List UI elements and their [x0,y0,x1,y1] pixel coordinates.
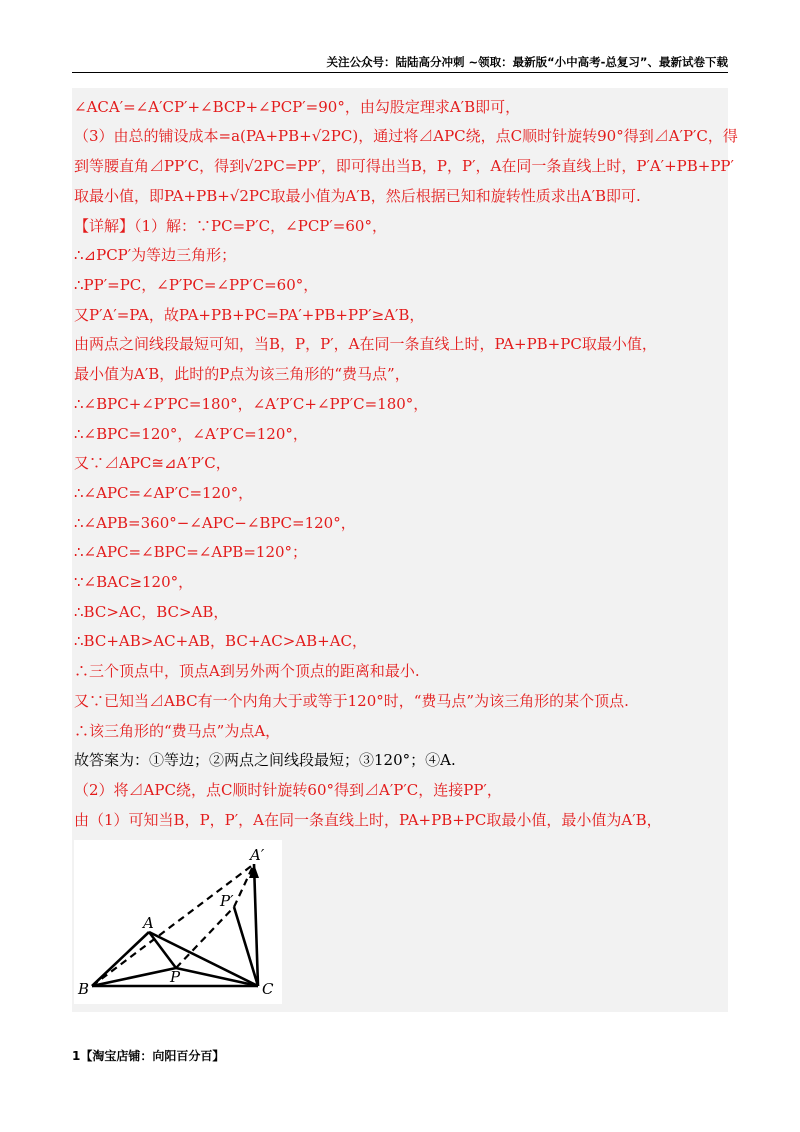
solution-line: ∴∠BPC=120°，∠A′P′C=120°， [74,425,308,443]
segment-BA [92,932,149,986]
segment-PC [176,968,258,986]
geometry-figure [74,840,282,1004]
solution-line: 由两点之间线段最短可知，当B，P，P′，A在同一条直线上时，PA+PB+PC取最小值， [74,335,657,353]
solution-line: ∴PP′=PC，∠P′PC=∠PP′C=60°， [74,276,319,294]
solution-line: 最小值为A′B，此时的P点为该三角形的“费马点”， [74,365,410,383]
solution-line: ∴∠APC=∠BPC=∠APB=120°； [74,543,308,561]
solution-line: （2）将⊿APC绕，点C顺时针旋转60°得到⊿A′P′C，连接PP′， [74,781,502,799]
solution-line: ∴∠BPC+∠P′PC=180°，∠A′P′C+∠PP′C=180°， [74,395,429,413]
solution-line: 又∵已知当⊿ABC有一个内角大于或等于120°时，“费马点”为该三角形的某个顶点. [74,692,629,710]
solution-line: ∴∠APC=∠AP′C=120°， [74,484,254,502]
solution-line: ∴三个顶点中，顶点A到另外两个顶点的距离和最小. [74,662,420,680]
solution-line: ∵∠BAC≥120°， [74,573,194,591]
label-B: B [78,980,90,998]
solution-line: 又∵⊿APC≅⊿A′P′C， [74,454,231,472]
solution-line: ∴该三角形的“费马点”为点A， [74,722,281,740]
solution-content [72,88,738,1012]
solution-line: （3）由总的铺设成本=a(PA+PB+√2PC)，通过将⊿APC绕，点C顺时针旋转90°得到⊿A′P′C，得 [74,127,738,145]
header-divider [72,72,728,73]
label-P: P [170,968,181,986]
label-A: A [143,914,154,932]
solution-line: ∴∠APB=360°−∠APC−∠BPC=120°， [74,514,356,532]
solution-line: 取最小值，即PA+PB+√2PC取最小值为A′B，然后根据已知和旋转性质求出A′B即可. [74,187,641,205]
segment-CA-prime [254,864,258,986]
solution-line: 到等腰直角⊿PP′C，得到√2PC=PP′，即可得出当B，P，P′，A在同一条直线上时，P′A′+PB+PP′ [74,157,734,175]
page-header: 关注公众号：陆陆高分冲刺 ~领取：最新版“小中高考-总复习”、最新试卷下载 [326,55,728,69]
label-P-prime: P′ [220,892,234,910]
solution-line: 【详解】（1）解：∵PC=P′C，∠PCP′=60°， [74,217,387,235]
answer-line: 故答案为：①等边；②两点之间线段最短；③120°；④A. [74,751,456,769]
dashed-P-prime-A-prime [234,864,254,907]
solution-line: ∴BC>AC，BC>AB， [74,603,229,621]
label-C: C [262,980,274,998]
segment-CP-prime [234,907,258,986]
solution-line: 由（1）可知当B，P，P′，A在同一条直线上时，PA+PB+PC取最小值，最小值为A′B， [74,811,662,829]
solution-line: ∠ACA′=∠A′CP′+∠BCP+∠PCP′=90°，由勾股定理求A′B即可， [74,98,521,116]
solution-line: ∴BC+AB>AC+AB，BC+AC>AB+AC， [74,632,368,650]
solution-line: ∴⊿PCP′为等边三角形； [74,246,237,264]
page-footer: 1【淘宝店铺：向阳百分百】 [72,1049,225,1063]
label-A-prime: A′ [250,846,265,864]
solution-line: 又P′A′=PA，故PA+PB+PC=PA′+PB+PP′≥A′B， [74,306,425,324]
